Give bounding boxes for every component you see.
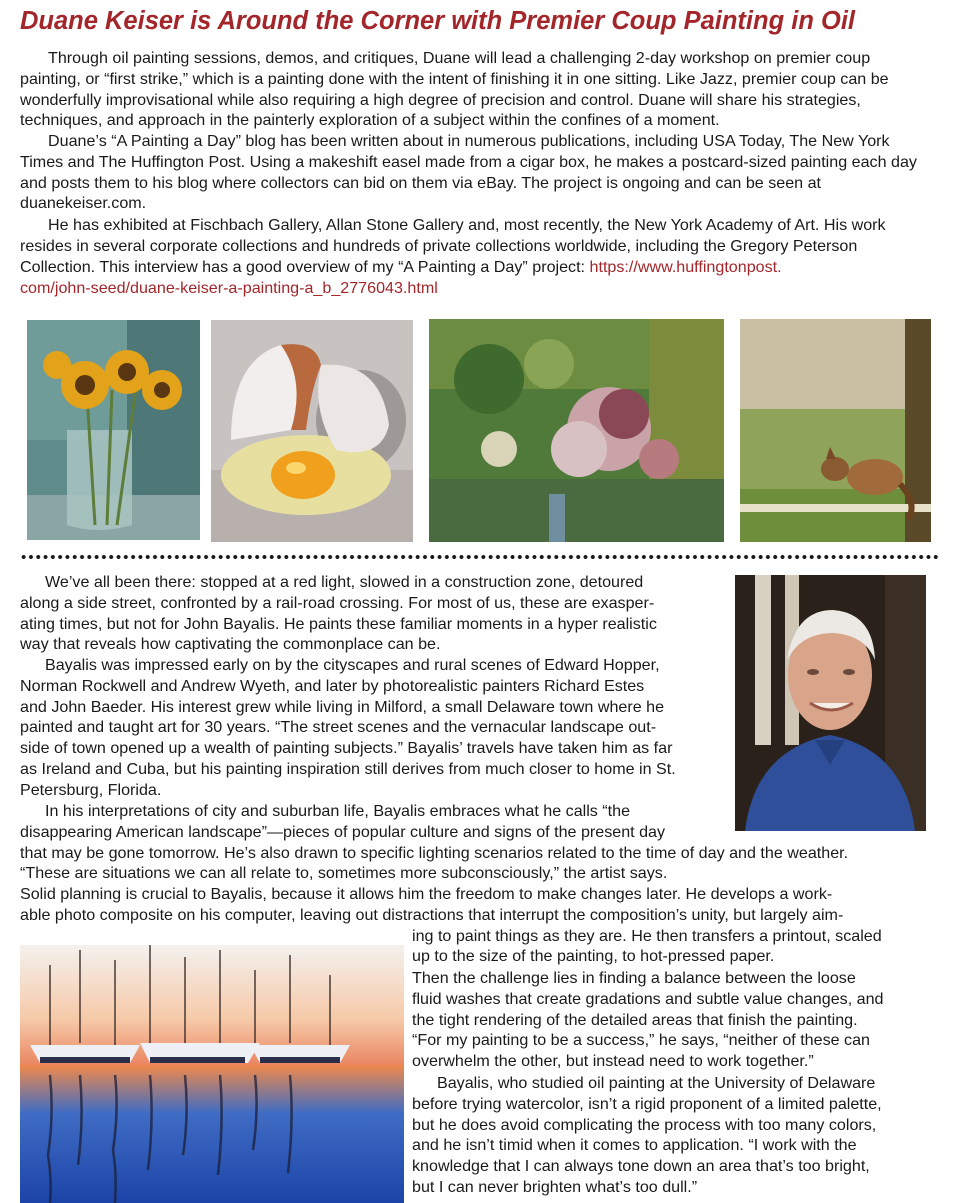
text-line: disappearing American landscape”—pieces of popular culture and signs of the present day — [20, 822, 666, 841]
text-line: way that reveals how captivating the commonplace can be. — [20, 635, 441, 654]
text-line: knowledge that I can always tone down an area that’s too bright, — [412, 1157, 870, 1176]
article1-paragraph-1: Through oil painting sessions, demos, and critiques, Duane will lead a challenging 2-day workshop on premier coup painting, or “first strike,” which is a painting done with the intent of finishing it in one sitting. Like Jazz, premier coup can be wonderfully improvisational while also requiring a high degree of precision and control. Duane will share his strategies, techniques, and approach in the painterly exploration of a subject within the confines of a moment. — [20, 49, 889, 130]
text-line: that may be gone tomorrow. He’s also drawn to specific lighting scenarios related to the time of day and the weather. — [20, 843, 849, 862]
text-line: before trying watercolor, isn’t a rigid proponent of a limited palette, — [412, 1094, 882, 1113]
text-line: ating times, but not for John Bayalis. He paints these familiar moments in a hyper realistic — [20, 614, 657, 633]
huffington-post-link-part1[interactable]: https://www.huffingtonpost. — [589, 257, 782, 276]
text-line: painted and taught art for 30 years. “The street scenes and the vernacular landscape out- — [20, 718, 657, 737]
text-line: Norman Rockwell and Andrew Wyeth, and later by photorealistic painters Richard Estes — [20, 676, 645, 695]
text-line: up to the size of the painting, to hot-pressed paper. — [412, 947, 775, 966]
artist-portrait-photo — [735, 575, 926, 831]
text-line: Petersburg, Florida. — [20, 780, 162, 799]
article2-paragraph-2 — [20, 655, 735, 801]
huffington-post-link-part2[interactable]: com/john-seed/duane-keiser-a-painting-a_b_2776043.html — [20, 279, 438, 297]
text-line: Bayalis, who studied oil painting at the University of Delaware — [437, 1074, 876, 1092]
text-line: but I can never brighten what’s too dull.” — [412, 1177, 698, 1196]
text-line: and he isn’t timid when it comes to application. “I work with the — [412, 1136, 857, 1155]
text-line: overwhelm the other, but instead need to work together.” — [412, 1052, 814, 1071]
text-line: along a side street, confronted by a rail-road crossing. For most of us, these are exasper- — [20, 593, 655, 612]
text-line: fluid washes that create gradations and subtle value changes, and — [412, 989, 884, 1008]
text-line: “For my painting to be a success,” he says, “neither of these can — [412, 1031, 870, 1050]
text-line: We’ve all been there: stopped at a red light, slowed in a construction zone, detoured — [45, 573, 644, 591]
article2-paragraph-6 — [412, 1073, 937, 1198]
text-line: able photo composite on his computer, leaving out distractions that interrupt the composition’s unity, but largely aim- — [20, 905, 844, 924]
text-line: Solid planning is crucial to Bayalis, because it allows him the freedom to make changes later. He develops a work- — [20, 885, 833, 903]
article2-paragraph-1 — [20, 572, 735, 655]
text-line: as Ireland and Cuba, but his painting inspiration still derives from much closer to home in St. — [20, 759, 676, 778]
text-line: ing to paint things as they are. He then transfers a printout, scaled — [412, 926, 882, 945]
cat-on-windowsill-painting — [740, 319, 931, 542]
text-line: Bayalis was impressed early on by the cityscapes and rural scenes of Edward Hopper, — [45, 656, 660, 674]
cracked-egg-painting — [211, 320, 413, 542]
article2-paragraph-3 — [20, 801, 935, 884]
article-title: Duane Keiser is Around the Corner with Premier Coup Painting in Oil — [20, 7, 856, 35]
dotted-divider — [20, 552, 938, 562]
article2-paragraph-5 — [412, 968, 937, 1072]
harbor-sailboats-watercolor — [20, 945, 404, 1203]
text-line: side of town opened up a wealth of painting subjects.” Bayalis’ travels have taken him as far — [20, 739, 673, 758]
sunflowers-painting — [27, 320, 200, 540]
text-line: In his interpretations of city and suburban life, Bayalis embraces what he calls “the — [45, 802, 631, 820]
flower-still-life-painting — [429, 319, 724, 542]
text-line: but he does avoid complicating the process with too many colors, — [412, 1115, 877, 1134]
text-line: and John Baeder. His interest grew while living in Milford, a small Delaware town where he — [20, 697, 665, 716]
article1-paragraph-3 — [20, 215, 924, 277]
text-line: Then the challenge lies in finding a balance between the loose — [412, 969, 856, 987]
text-line: the tight rendering of the detailed areas that finish the painting. — [412, 1010, 858, 1029]
article1-paragraph-3-text: He has exhibited at Fischbach Gallery, Allan Stone Gallery and, most recently, the New York Academy of Art. His work resides in several corporate collections and hundreds of private collections worldwide, including the Gregory Peterson Collection. This interview has a good overview of my “A Painting a Day” project: — [20, 216, 886, 276]
article1-paragraph-2: Duane’s “A Painting a Day” blog has been written about in numerous publications, including USA Today, The New York Times and The Huffington Post. Using a makeshift easel made from a cigar box, he makes a postcard-sized painting each day and posts them to his blog where collectors can bid on them via eBay. The project is ongoing and can be seen at duanekeiser.com. — [20, 132, 917, 213]
text-line: “These are situations we can all relate to, sometimes more subconsciously,” the artist says. — [20, 864, 668, 883]
